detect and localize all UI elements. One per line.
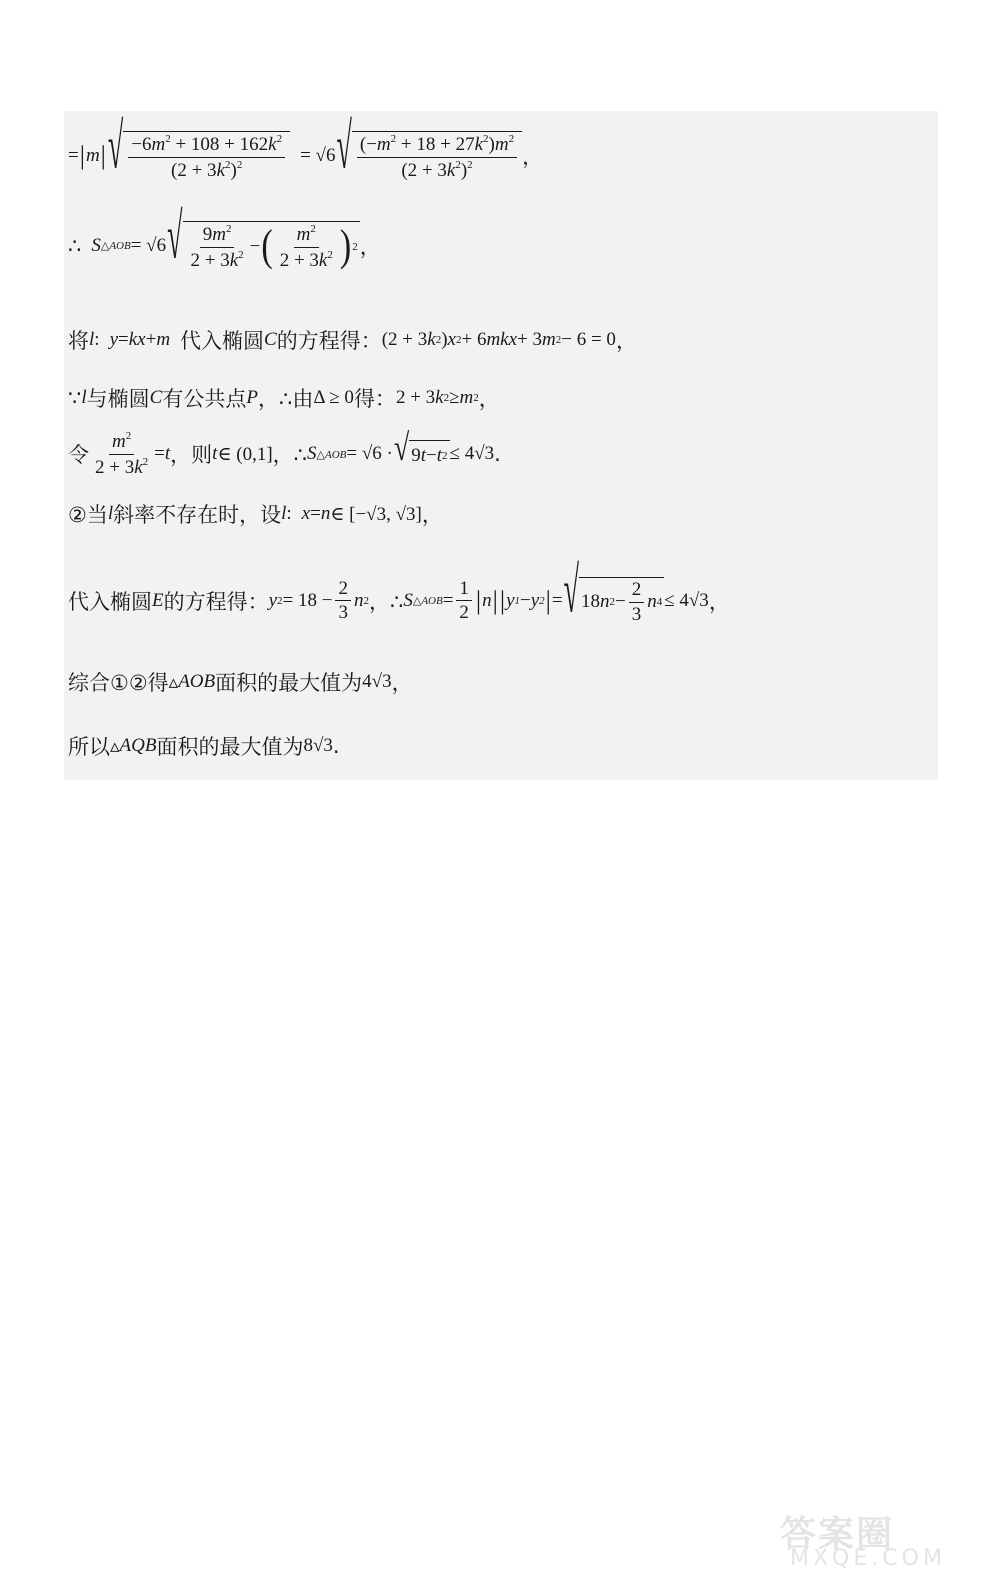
punct: ， <box>359 234 381 259</box>
punct: ， <box>708 589 730 614</box>
formula-discriminant: Δ ≥ 0 <box>313 387 354 408</box>
watermark-bottom-text: MXQE.COM <box>790 1546 946 1571</box>
watermark-top-text: 答案圈 <box>780 1514 895 1555</box>
text: 将 <box>68 329 89 353</box>
text: 的方程得： <box>276 329 382 353</box>
formula-substitution: $\frac{m^2}{2 + 3k^2}$ = t <box>95 430 171 478</box>
formula-y-squared: y 2 = 18 − $\frac{2}{3}$ n 2 <box>268 577 369 624</box>
ellipse-c-symbol: C <box>149 387 163 408</box>
text: ②当 <box>68 503 108 527</box>
text-line-9 <box>68 731 340 761</box>
punct: ， <box>391 671 413 695</box>
solution-panel <box>64 111 938 780</box>
text: 面积的最大值为 <box>156 735 304 759</box>
text: 综合①②得 <box>68 671 169 695</box>
text: 斜率不存在时，设 <box>113 503 282 527</box>
punct: ， <box>615 329 637 353</box>
ellipse-e-symbol: E <box>152 589 164 611</box>
text-line-5 <box>68 427 501 478</box>
formula-vertical-line: l : x = n ∈ [−√3, √3] <box>281 503 422 525</box>
watermark-logo <box>780 1506 960 1576</box>
text: 令 <box>68 443 89 468</box>
text: ，则 <box>170 443 213 468</box>
value-4sqrt3: 4√3 <box>362 671 392 692</box>
text: 的方程得： <box>163 589 269 614</box>
text: 代入椭圆 <box>68 589 152 614</box>
value-8sqrt3: 8√3 <box>303 735 333 756</box>
formula-line-l: l : y = kx + m <box>89 329 171 350</box>
line-l-symbol: l <box>81 387 87 408</box>
text-line-6 <box>68 499 443 529</box>
formula-area-sqrt: S △AOB = √6 √ $\frac{9m^2}{2 + 3k^2}$ − ( $\frac{m^2}{2 + 3k^2}$ ) 2 <box>91 201 358 274</box>
text: ，∴由 <box>257 387 314 411</box>
text: 面积的最大值为 <box>215 671 363 695</box>
punct: ， <box>522 144 544 169</box>
punct: ， <box>421 503 443 527</box>
text-line-4 <box>68 383 500 413</box>
triangle-aqb-symbol: ▵ AQB <box>110 735 157 757</box>
punct: . <box>332 734 340 758</box>
text: 有公共点 <box>162 387 247 411</box>
formula-area-expansion: = | m | √ $\frac{-6m^2 + 108 + 162k^2}{(2 + 3k^2)^2}$ = √6 √ $\frac{(-m^2 + 18 + 27k^2)m^2}{(2 + 3k^2)^2}$ <box>68 131 522 181</box>
formula-quadratic: (2 + 3 k 2 ) x 2 + 6 mkx + 3 m 2 − 6 = 0 <box>381 329 616 350</box>
line-l-symbol: l <box>107 503 114 524</box>
text: 与椭圆 <box>86 387 150 411</box>
text-line-3 <box>68 325 637 355</box>
ellipse-c-symbol: C <box>264 329 277 350</box>
triangle-aob-symbol: ▵ AOB <box>168 671 216 693</box>
text: ，∴ <box>368 589 404 614</box>
formula-inequality: 2 + 3 k 2 ≥ m 2 <box>395 387 479 408</box>
text: 所以 <box>68 735 110 759</box>
formula-area-bound: S △AOB = √6 · √ 9 t − t 2 ≤ 4√3 <box>307 427 495 470</box>
text: ，∴ <box>272 443 308 468</box>
text-line-8 <box>68 667 413 697</box>
punct: . <box>494 442 501 467</box>
therefore-symbol: ∴ <box>68 233 82 258</box>
text: 得： <box>353 387 396 411</box>
formula-line-1 <box>68 111 544 184</box>
because-symbol: ∵ <box>68 386 82 410</box>
formula-line-2 <box>68 201 381 274</box>
text: 代入椭圆 <box>180 329 265 353</box>
point-p-symbol: P <box>246 387 258 408</box>
formula-t-range: t ∈ (0,1] <box>212 443 273 465</box>
text-line-7 <box>68 555 730 628</box>
punct: ， <box>478 387 500 411</box>
formula-area-vertical: S △AOB = $\frac{1}{2}$ | n | | y 1 − y 2 | = √ 18 n 2 − $\frac{2}{3}$ n 4 ≤ 4√3 <box>403 555 709 628</box>
